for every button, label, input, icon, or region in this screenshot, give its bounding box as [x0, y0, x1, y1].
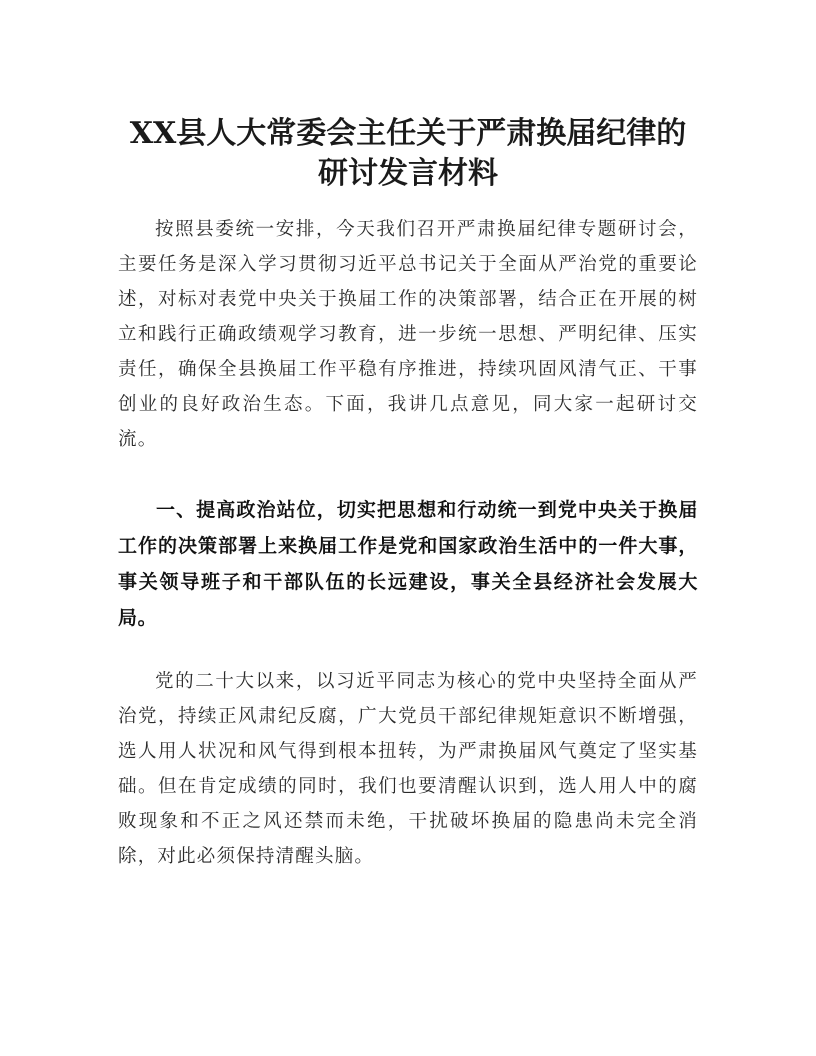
- paragraph-two-block: [118, 664, 698, 874]
- intro-paragraph-block: [118, 212, 698, 457]
- document-title-line-1: XX县人大常委会主任关于严肃换届纪律的: [129, 116, 687, 151]
- section-one-block: [118, 492, 698, 636]
- paragraph-two: 党的二十大以来，以习近平同志为核心的党中央坚持全面从严治党，持续正风肃纪反腐，广大党员干部纪律规矩意识不断增强，选人用人状况和风气得到根本扭转，为严肃换届风气奠定了坚实基础。但在肯定成绩的同时，我们也要清醒认识到，选人用人中的腐败现象和不正之风还禁而未绝，干扰破坏换届的隐患尚未完全消除，对此必须保持清醒头脑。: [118, 671, 698, 867]
- intro-paragraph: 按照县委统一安排，今天我们召开严肃换届纪律专题研讨会，主要任务是深入学习贯彻习近平总书记关于全面从严治党的重要论述，对标对表党中央关于换届工作的决策部署，结合正在开展的树立和践行正确政绩观学习教育，进一步统一思想、严明纪律、压实责任，确保全县换届工作平稳有序推进，持续巩固风清气正、干事创业的良好政治生态。下面，我讲几点意见，同大家一起研讨交流。: [118, 219, 698, 450]
- section-heading-one: 一、提高政治站位，切实把思想和行动统一到党中央关于换届工作的决策部署上来换届工作是党和国家政治生活中的一件大事，事关领导班子和干部队伍的长远建设，事关全县经济社会发展大局。: [118, 499, 698, 629]
- document-title-line-2: 研讨发言材料: [318, 156, 498, 191]
